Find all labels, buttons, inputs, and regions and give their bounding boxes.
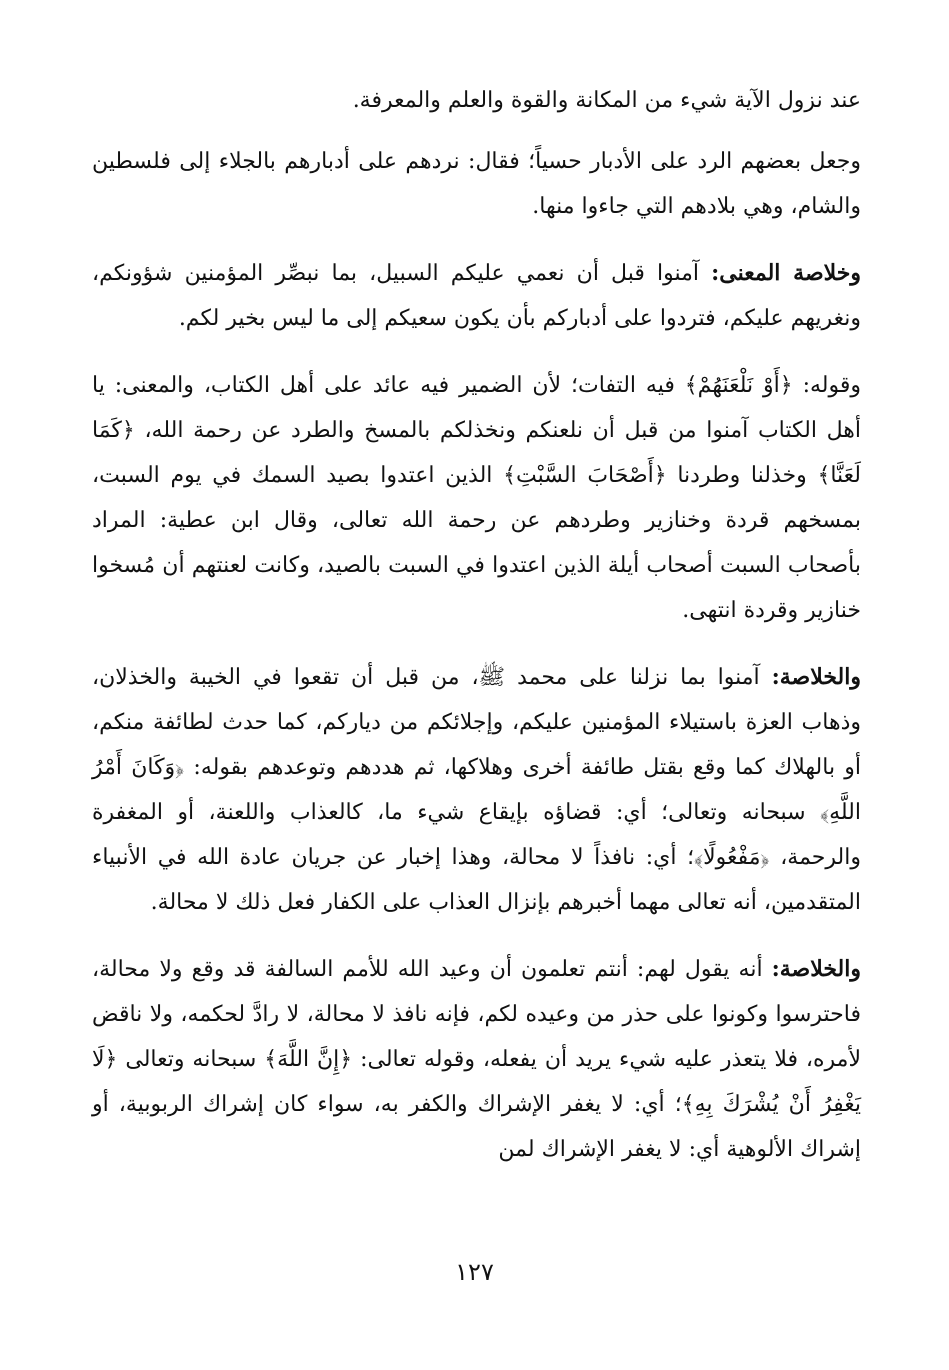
paragraph-5-lead: والخلاصة: (771, 664, 861, 690)
paragraph-4 (92, 363, 861, 633)
paragraph-2 (92, 139, 861, 229)
paragraph-5-text: آمنوا بما نزلنا على محمد ﷺ، من قبل أن تقعوا في الخيبة والخذلان، وذهاب العزة باستيلاء المؤمنين عليكم، وإجلائكم من دياركم، كما حدث لطائفة منكم، أو بالهلاك كما وقع بقتل طائفة أخرى وهلاكها، ثم هددهم وتوعدهم بقوله: ﴿وَكَانَ أَمْرُ اللَّهِ﴾ سبحانه وتعالى؛ أي: قضاؤه بإيقاع شيء ما، كالعذاب واللعنة، أو المغفرة والرحمة، ﴿مَفْعُولًا﴾؛ أي: نافذاً لا محالة، وهذا إخبار عن جريان عادة الله في الأنبياء المتقدمين، أنه تعالى مهما أخبرهم بإنزال العذاب على الكفار فعل ذلك لا محالة. (92, 665, 861, 915)
paragraph-3-text: آمنوا قبل أن نعمي عليكم السبيل، بما نبصِّر المؤمنين شؤونكم، ونغريهم عليكم، فتردوا على أدباركم بأن يكون سعيكم إلى ما ليس بخير لكم. (92, 261, 861, 331)
paragraph-3-lead: وخلاصة المعنى: (711, 260, 862, 286)
paragraph-1-text: عند نزول الآية شيء من المكانة والقوة والعلم والمعرفة. (352, 88, 861, 113)
paragraph-6 (92, 947, 861, 1172)
paragraph-6-lead: والخلاصة: (771, 956, 861, 982)
paragraph-2-text: وجعل بعضهم الرد على الأدبار حسياً؛ فقال: نردهم على أدبارهم بالجلاء إلى فلسطين والشام، وهي بلادهم التي جاءوا منها. (92, 149, 861, 219)
page-number: ١٢٧ (455, 1258, 494, 1286)
paragraph-3 (92, 251, 861, 341)
paragraph-4-text: وقوله: ﴿أَوْ نَلْعَنَهُمْ﴾ فيه التفات؛ لأن الضمير فيه عائد على أهل الكتاب، والمعنى: يا أهل الكتاب آمنوا من قبل أن نلعنكم ونخذلكم بالمسخ والطرد عن رحمة الله، ﴿كَمَا لَعَنَّا﴾ وخذلنا وطردنا ﴿أَصْحَابَ السَّبْتِ﴾ الذين اعتدوا بصيد السمك في يوم السبت، بمسخهم قردة وخنازير وطردهم عن رحمة الله تعالى، وقال ابن عطية: المراد بأصحاب السبت أصحاب أيلة الذين اعتدوا في السبت بالصيد، وكانت لعنتهم أن مُسخوا خنازير وقردة انتهى. (92, 373, 861, 623)
paragraph-6-text: أنه يقول لهم: أنتم تعلمون أن وعيد الله للأمم السالفة قد وقع ولا محالة، فاحترسوا وكونوا على حذر من وعيده لكم، فإنه نافذ لا محالة، لا رادَّ لحكمه، ولا ناقض لأمره، فلا يتعذر عليه شيء يريد أن يفعله، وقوله تعالى: ﴿إِنَّ اللَّهَ﴾ سبحانه وتعالى ﴿لَا يَغْفِرُ أَنْ يُشْرَكَ بِهِ﴾؛ أي: لا يغفر الإشراك والكفر به، سواء كان إشراك الربوبية، أو إشراك الألوهية أي: لا يغفر الإشراك لمن (92, 957, 861, 1162)
paragraph-1 (92, 78, 861, 123)
paragraph-5 (92, 655, 861, 925)
